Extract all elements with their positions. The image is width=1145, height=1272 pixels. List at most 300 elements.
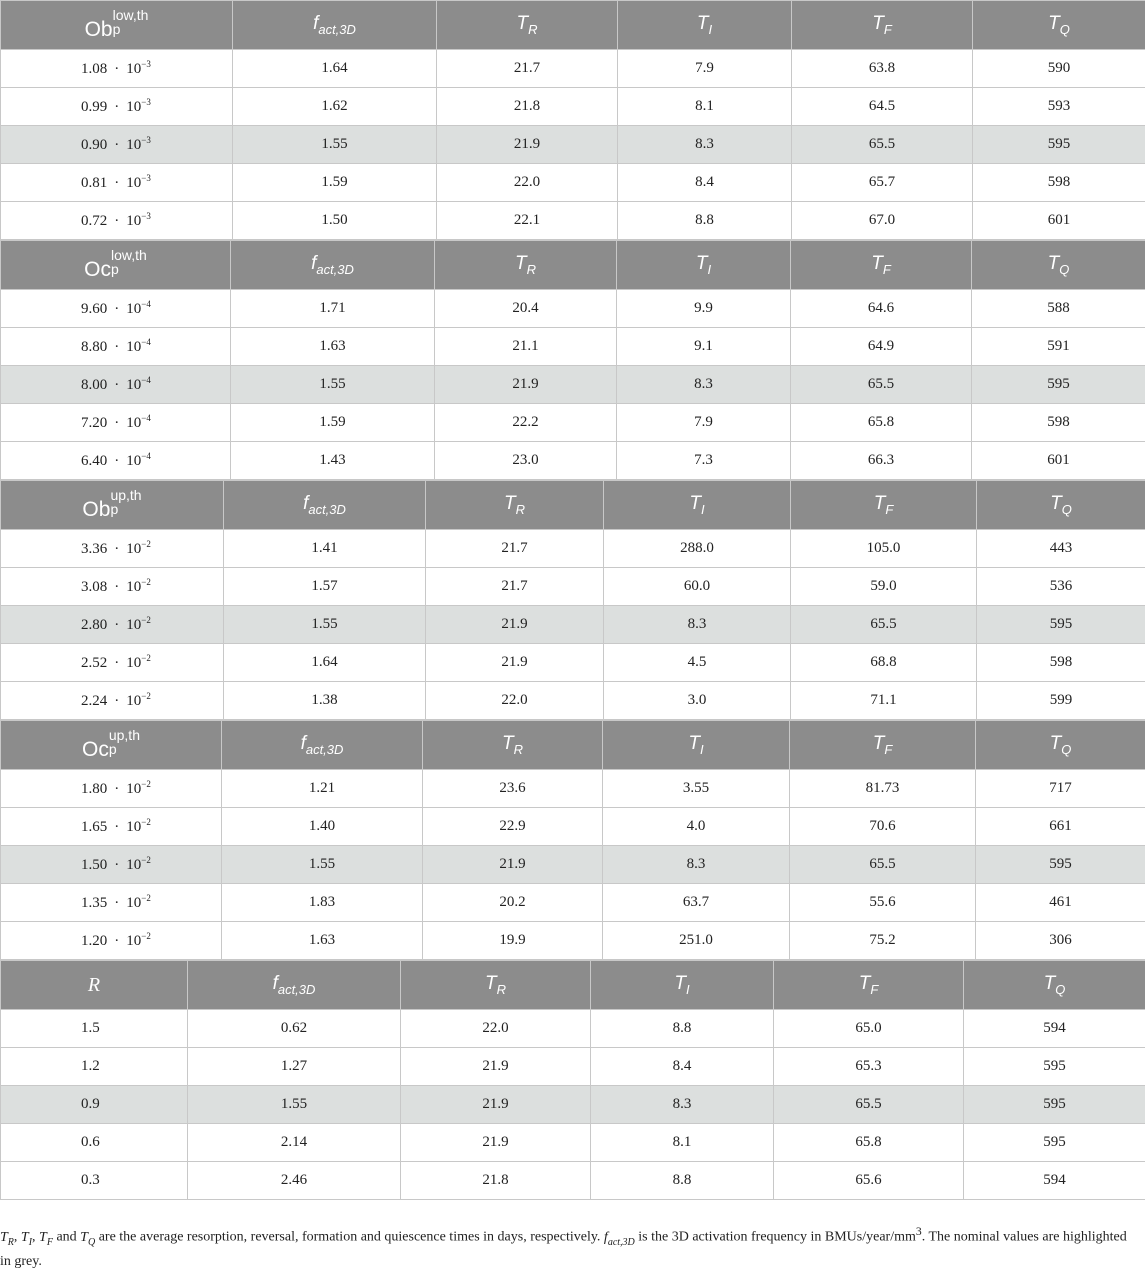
column-symbol-sub: Q: [1062, 502, 1072, 517]
parameter-value-cell: [1, 290, 231, 328]
reversal-time-cell: 251.0: [603, 922, 790, 960]
multiply-dot: ·: [114, 453, 119, 469]
power-base: 10: [126, 693, 141, 709]
column-header-formation-time: [790, 721, 976, 770]
exponent: −2: [141, 855, 151, 865]
column-symbol-sub: act,3D: [308, 502, 346, 517]
column-header-parameter: [1, 1, 233, 50]
header-row: [1, 1, 1145, 50]
exponent: −4: [141, 451, 151, 461]
mantissa: 3.08: [81, 579, 107, 595]
table-section: [0, 240, 1145, 480]
activation-frequency-cell: 1.64: [224, 644, 426, 682]
parameter-supsub: [113, 8, 149, 36]
column-symbol-main: T: [1044, 973, 1056, 994]
table-section: [0, 480, 1145, 720]
quiescence-time-cell: 595: [972, 366, 1145, 404]
quiescence-time-cell: 591: [972, 328, 1145, 366]
quiescence-time-cell: 536: [977, 568, 1145, 606]
column-symbol: [515, 253, 536, 274]
column-symbol-sub: I: [700, 742, 704, 757]
quiescence-time-cell: 598: [977, 644, 1145, 682]
parameter-value: [81, 857, 151, 873]
mantissa: 1.20: [81, 933, 107, 949]
column-symbol: [674, 973, 689, 994]
table-row: [1, 770, 1145, 808]
activation-frequency-cell: 1.40: [222, 808, 423, 846]
column-symbol: [871, 253, 891, 274]
parameter-value-cell: [1, 88, 233, 126]
mantissa: 0.81: [81, 175, 107, 191]
multiply-dot: ·: [114, 693, 119, 709]
resorption-time-cell: 21.7: [437, 50, 618, 88]
activation-frequency-cell: 1.62: [233, 88, 437, 126]
parameter-value: [81, 377, 151, 393]
resorption-time-cell: 22.0: [437, 164, 618, 202]
column-symbol: [1050, 733, 1072, 754]
exponent: −2: [141, 931, 151, 941]
formation-time-cell: 70.6: [790, 808, 976, 846]
parameter-value-cell: [1, 568, 224, 606]
exponent: −2: [141, 691, 151, 701]
column-symbol-sub: F: [883, 262, 891, 277]
power-base: 10: [126, 301, 141, 317]
parameter-value: 1.2: [81, 1058, 100, 1074]
table-row-nominal: [1, 846, 1145, 884]
power-base: 10: [126, 781, 141, 797]
column-header-activation-frequency: [233, 1, 437, 50]
formation-time-cell: 64.6: [791, 290, 972, 328]
exponent: −2: [141, 653, 151, 663]
table-row: [1, 530, 1145, 568]
formation-time-cell: 55.6: [790, 884, 976, 922]
reversal-time-cell: 7.3: [617, 442, 791, 480]
column-symbol: [313, 13, 356, 34]
column-symbol-main: T: [517, 13, 529, 34]
column-symbol-sub: R: [497, 982, 506, 997]
column-header-quiescence-time: [972, 241, 1145, 290]
quiescence-time-cell: 595: [964, 1124, 1145, 1162]
table-row: [1, 644, 1145, 682]
multiply-dot: ·: [114, 541, 119, 557]
exponent: −2: [141, 615, 151, 625]
quiescence-time-cell: 598: [973, 164, 1145, 202]
exponent: −2: [141, 577, 151, 587]
parameter-value: 0.3: [81, 1172, 100, 1188]
multiply-dot: ·: [114, 819, 119, 835]
reversal-time-cell: 8.8: [591, 1010, 774, 1048]
table-row: [1, 568, 1145, 606]
table-row: [1, 1124, 1145, 1162]
column-header-parameter: [1, 721, 222, 770]
column-symbol: [872, 13, 892, 34]
reversal-time-cell: 288.0: [604, 530, 791, 568]
table-row: [1, 164, 1145, 202]
multiply-dot: ·: [114, 175, 119, 191]
reversal-time-cell: 8.4: [618, 164, 792, 202]
column-header-resorption-time: [423, 721, 603, 770]
table-row: [1, 1162, 1145, 1200]
column-symbol-sub: Q: [1059, 262, 1069, 277]
resorption-time-cell: 19.9: [423, 922, 603, 960]
mantissa: 8.80: [81, 339, 107, 355]
column-header-parameter: [1, 961, 188, 1010]
column-symbol-sub: act,3D: [278, 982, 316, 997]
reversal-time-cell: 9.1: [617, 328, 791, 366]
column-symbol-main: f: [301, 733, 306, 754]
formation-time-cell: 75.2: [790, 922, 976, 960]
parameter-value-cell: [1, 366, 231, 404]
column-symbol-sub: I: [701, 502, 705, 517]
activation-frequency-cell: 1.43: [231, 442, 435, 480]
quiescence-time-cell: 594: [964, 1010, 1145, 1048]
parameter-value: [81, 655, 151, 671]
column-symbol-sub: act,3D: [316, 262, 354, 277]
parameter-value: [81, 137, 151, 153]
formation-time-cell: 65.6: [774, 1162, 964, 1200]
parameter-value-cell: [1, 1010, 188, 1048]
parameter-value-cell: [1, 1048, 188, 1086]
parameter-value: [81, 617, 151, 633]
header-row: [1, 481, 1145, 530]
formation-time-cell: 59.0: [791, 568, 977, 606]
column-symbol-sub: I: [707, 262, 711, 277]
table-section: [0, 720, 1145, 960]
column-symbol-main: T: [874, 493, 886, 514]
multiply-dot: ·: [114, 99, 119, 115]
activation-frequency-cell: 1.38: [224, 682, 426, 720]
activation-frequency-cell: 1.71: [231, 290, 435, 328]
parameter-value: [81, 819, 151, 835]
multiply-dot: ·: [114, 301, 119, 317]
parameter-base: Oc: [82, 738, 109, 761]
parameter-superscript: up,th: [110, 488, 141, 502]
exponent: −2: [141, 817, 151, 827]
column-symbol: [504, 493, 525, 514]
quiescence-time-cell: 595: [976, 846, 1145, 884]
column-header-resorption-time: [401, 961, 591, 1010]
resorption-time-cell: 22.2: [435, 404, 617, 442]
formation-time-cell: 71.1: [791, 682, 977, 720]
parameter-value: 0.6: [81, 1134, 100, 1150]
exponent: −3: [141, 59, 151, 69]
parameter-value-cell: [1, 126, 233, 164]
column-header-parameter: [1, 241, 231, 290]
parameter-value-cell: [1, 846, 222, 884]
reversal-time-cell: 8.8: [591, 1162, 774, 1200]
column-header-reversal-time: [618, 1, 792, 50]
column-symbol: [696, 253, 711, 274]
parameter-value-cell: [1, 1086, 188, 1124]
column-symbol: [303, 493, 346, 514]
parameter-superscript: up,th: [109, 728, 140, 742]
parameter-superscript: low,th: [113, 8, 149, 22]
resorption-time-cell: 22.0: [401, 1010, 591, 1048]
parameter-subscript: p: [109, 742, 140, 756]
formation-time-cell: 65.5: [790, 846, 976, 884]
mantissa: 1.35: [81, 895, 107, 911]
parameter-symbol: [85, 18, 149, 41]
power-base: 10: [126, 579, 141, 595]
parameter-symbol: [82, 498, 141, 521]
multiply-dot: ·: [114, 415, 119, 431]
formation-time-cell: 63.8: [792, 50, 973, 88]
parameter-value-cell: [1, 50, 233, 88]
column-symbol-main: T: [485, 973, 497, 994]
exponent: −3: [141, 173, 151, 183]
power-base: 10: [126, 857, 141, 873]
table-row-nominal: [1, 1086, 1145, 1124]
column-symbol: [697, 13, 712, 34]
parameter-value-cell: [1, 808, 222, 846]
table-row-nominal: [1, 606, 1145, 644]
column-symbol-main: T: [871, 253, 883, 274]
exponent: −4: [141, 375, 151, 385]
column-symbol: [689, 493, 704, 514]
reversal-time-cell: 8.4: [591, 1048, 774, 1086]
parameter-value-cell: [1, 922, 222, 960]
quiescence-time-cell: 443: [977, 530, 1145, 568]
column-header-reversal-time: [604, 481, 791, 530]
formation-time-cell: 67.0: [792, 202, 973, 240]
mantissa: 0.90: [81, 137, 107, 153]
column-header-parameter: [1, 481, 224, 530]
column-symbol-main: f: [313, 13, 318, 34]
power-base: 10: [126, 137, 141, 153]
parameter-supsub: [110, 488, 141, 516]
column-symbol-sub: F: [885, 502, 893, 517]
parameter-base: Ob: [85, 18, 113, 41]
parameter-value-cell: [1, 202, 233, 240]
column-header-quiescence-time: [976, 721, 1145, 770]
parameter-value: [81, 933, 151, 949]
multiply-dot: ·: [114, 857, 119, 873]
reversal-time-cell: 8.3: [604, 606, 791, 644]
mantissa: 1.65: [81, 819, 107, 835]
resorption-time-cell: 22.9: [423, 808, 603, 846]
exponent: −2: [141, 893, 151, 903]
parameter-subscript: p: [111, 262, 147, 276]
activation-frequency-cell: 1.55: [222, 846, 423, 884]
column-header-formation-time: [774, 961, 964, 1010]
formation-time-cell: 65.5: [791, 366, 972, 404]
parameter-supsub: [109, 728, 140, 756]
reversal-time-cell: 8.3: [617, 366, 791, 404]
column-symbol: [273, 973, 316, 994]
table-row: [1, 922, 1145, 960]
activation-frequency-cell: 0.62: [188, 1010, 401, 1048]
column-symbol-main: T: [502, 733, 514, 754]
resorption-time-cell: 20.2: [423, 884, 603, 922]
activation-frequency-cell: 1.63: [222, 922, 423, 960]
mantissa: 1.50: [81, 857, 107, 873]
multiply-dot: ·: [114, 933, 119, 949]
resorption-time-cell: 21.7: [426, 530, 604, 568]
parameter-value: [81, 895, 151, 911]
quiescence-time-cell: 595: [964, 1086, 1145, 1124]
resorption-time-cell: 23.6: [423, 770, 603, 808]
quiescence-time-cell: 595: [977, 606, 1145, 644]
parameter-value: [81, 693, 151, 709]
formation-time-cell: 65.8: [774, 1124, 964, 1162]
quiescence-time-cell: 717: [976, 770, 1145, 808]
exponent: −3: [141, 135, 151, 145]
activation-frequency-cell: 1.59: [231, 404, 435, 442]
exponent: −2: [141, 539, 151, 549]
column-symbol: [301, 733, 344, 754]
column-symbol-main: T: [1048, 253, 1060, 274]
table-section: [0, 960, 1145, 1200]
mantissa: 0.99: [81, 99, 107, 115]
column-symbol-main: T: [1048, 13, 1060, 34]
mantissa: 7.20: [81, 415, 107, 431]
parameter-value: 1.5: [81, 1020, 100, 1036]
parameter-value-cell: [1, 1162, 188, 1200]
parameter-value-cell: [1, 770, 222, 808]
table-footnote: $T_R$, $T_I$, $T_F$ and $T_Q$ are the average resorption, reversal, formation and quiescence times in days, respectively. $f_{act,3D}$ is the 3D activation frequency in BMUs/$year/mm^3$. The nominal values are highlighted in grey.: [0, 1222, 1140, 1272]
column-symbol-sub: act,3D: [318, 22, 356, 37]
reversal-time-cell: 8.1: [591, 1124, 774, 1162]
reversal-time-cell: 4.0: [603, 808, 790, 846]
power-base: 10: [126, 933, 141, 949]
column-symbol-sub: Q: [1055, 982, 1065, 997]
column-symbol: [485, 973, 506, 994]
power-base: 10: [126, 617, 141, 633]
column-header-formation-time: [791, 241, 972, 290]
quiescence-time-cell: 594: [964, 1162, 1145, 1200]
column-symbol-main: T: [689, 493, 701, 514]
table-row: [1, 1048, 1145, 1086]
power-base: 10: [126, 415, 141, 431]
table-row: [1, 884, 1145, 922]
power-base: 10: [126, 819, 141, 835]
quiescence-time-cell: 601: [973, 202, 1145, 240]
parameter-base: Ob: [82, 498, 110, 521]
activation-frequency-cell: 1.59: [233, 164, 437, 202]
parameter-base: Oc: [84, 258, 111, 281]
formation-time-cell: 81.73: [790, 770, 976, 808]
activation-frequency-cell: 1.63: [231, 328, 435, 366]
quiescence-time-cell: 598: [972, 404, 1145, 442]
resorption-time-cell: 21.9: [423, 846, 603, 884]
column-header-resorption-time: [435, 241, 617, 290]
multiply-dot: ·: [114, 61, 119, 77]
column-symbol: [1048, 13, 1070, 34]
activation-frequency-cell: 1.57: [224, 568, 426, 606]
reversal-time-cell: 3.55: [603, 770, 790, 808]
power-base: 10: [126, 339, 141, 355]
activation-frequency-cell: 2.46: [188, 1162, 401, 1200]
exponent: −4: [141, 337, 151, 347]
power-base: 10: [126, 655, 141, 671]
activation-frequency-cell: 1.64: [233, 50, 437, 88]
table-row: [1, 404, 1145, 442]
parameter-value-cell: [1, 644, 224, 682]
parameter-value-cell: [1, 606, 224, 644]
quiescence-time-cell: 593: [973, 88, 1145, 126]
reversal-time-cell: 8.3: [603, 846, 790, 884]
quiescence-time-cell: 599: [977, 682, 1145, 720]
parameter-symbol: R: [88, 974, 100, 996]
column-header-reversal-time: [617, 241, 791, 290]
reversal-time-cell: 9.9: [617, 290, 791, 328]
parameter-value: [81, 301, 151, 317]
parameter-value: [81, 99, 151, 115]
table-section: [0, 0, 1145, 240]
column-symbol-sub: F: [884, 742, 892, 757]
column-symbol-main: T: [674, 973, 686, 994]
table-row: [1, 202, 1145, 240]
reversal-time-cell: 7.9: [617, 404, 791, 442]
parameter-value: [81, 453, 151, 469]
parameter-subscript: p: [110, 502, 141, 516]
reversal-time-cell: 8.3: [618, 126, 792, 164]
column-symbol-main: T: [1050, 733, 1062, 754]
mantissa: 1.08: [81, 61, 107, 77]
header-row: [1, 721, 1145, 770]
column-symbol-sub: R: [528, 22, 537, 37]
table-row: [1, 88, 1145, 126]
resorption-time-cell: 20.4: [435, 290, 617, 328]
column-symbol-sub: Q: [1061, 742, 1071, 757]
multiply-dot: ·: [114, 377, 119, 393]
reversal-time-cell: 60.0: [604, 568, 791, 606]
parameter-value-cell: [1, 404, 231, 442]
parameter-symbol: [84, 258, 147, 281]
column-header-quiescence-time: [977, 481, 1145, 530]
column-symbol-main: T: [873, 733, 885, 754]
table-row-nominal: [1, 366, 1145, 404]
resorption-time-cell: 21.9: [437, 126, 618, 164]
column-symbol: [1044, 973, 1066, 994]
exponent: −3: [141, 97, 151, 107]
quiescence-time-cell: 661: [976, 808, 1145, 846]
activation-frequency-cell: 1.55: [233, 126, 437, 164]
multiply-dot: ·: [114, 781, 119, 797]
parameter-value: [81, 61, 151, 77]
parameter-value-cell: [1, 1124, 188, 1162]
exponent: −4: [141, 413, 151, 423]
quiescence-time-cell: 595: [964, 1048, 1145, 1086]
table-row: [1, 50, 1145, 88]
column-header-formation-time: [792, 1, 973, 50]
mantissa: 2.80: [81, 617, 107, 633]
column-header-quiescence-time: [973, 1, 1145, 50]
reversal-time-cell: 8.1: [618, 88, 792, 126]
column-symbol: [1048, 253, 1070, 274]
activation-frequency-cell: 1.55: [231, 366, 435, 404]
column-symbol-main: T: [515, 253, 527, 274]
column-symbol: [873, 733, 893, 754]
activation-frequency-cell: 1.27: [188, 1048, 401, 1086]
column-header-reversal-time: [603, 721, 790, 770]
header-row: [1, 241, 1145, 290]
column-symbol-main: f: [303, 493, 308, 514]
table-row: [1, 290, 1145, 328]
resorption-time-cell: 21.8: [437, 88, 618, 126]
formation-time-cell: 68.8: [791, 644, 977, 682]
activation-frequency-cell: 1.55: [188, 1086, 401, 1124]
column-header-quiescence-time: [964, 961, 1145, 1010]
multiply-dot: ·: [114, 579, 119, 595]
multiply-dot: ·: [114, 895, 119, 911]
formation-time-cell: 65.0: [774, 1010, 964, 1048]
parameter-value: [81, 579, 151, 595]
parameter-value-cell: [1, 442, 231, 480]
column-header-resorption-time: [437, 1, 618, 50]
column-symbol-sub: F: [884, 22, 892, 37]
formation-time-cell: 66.3: [791, 442, 972, 480]
